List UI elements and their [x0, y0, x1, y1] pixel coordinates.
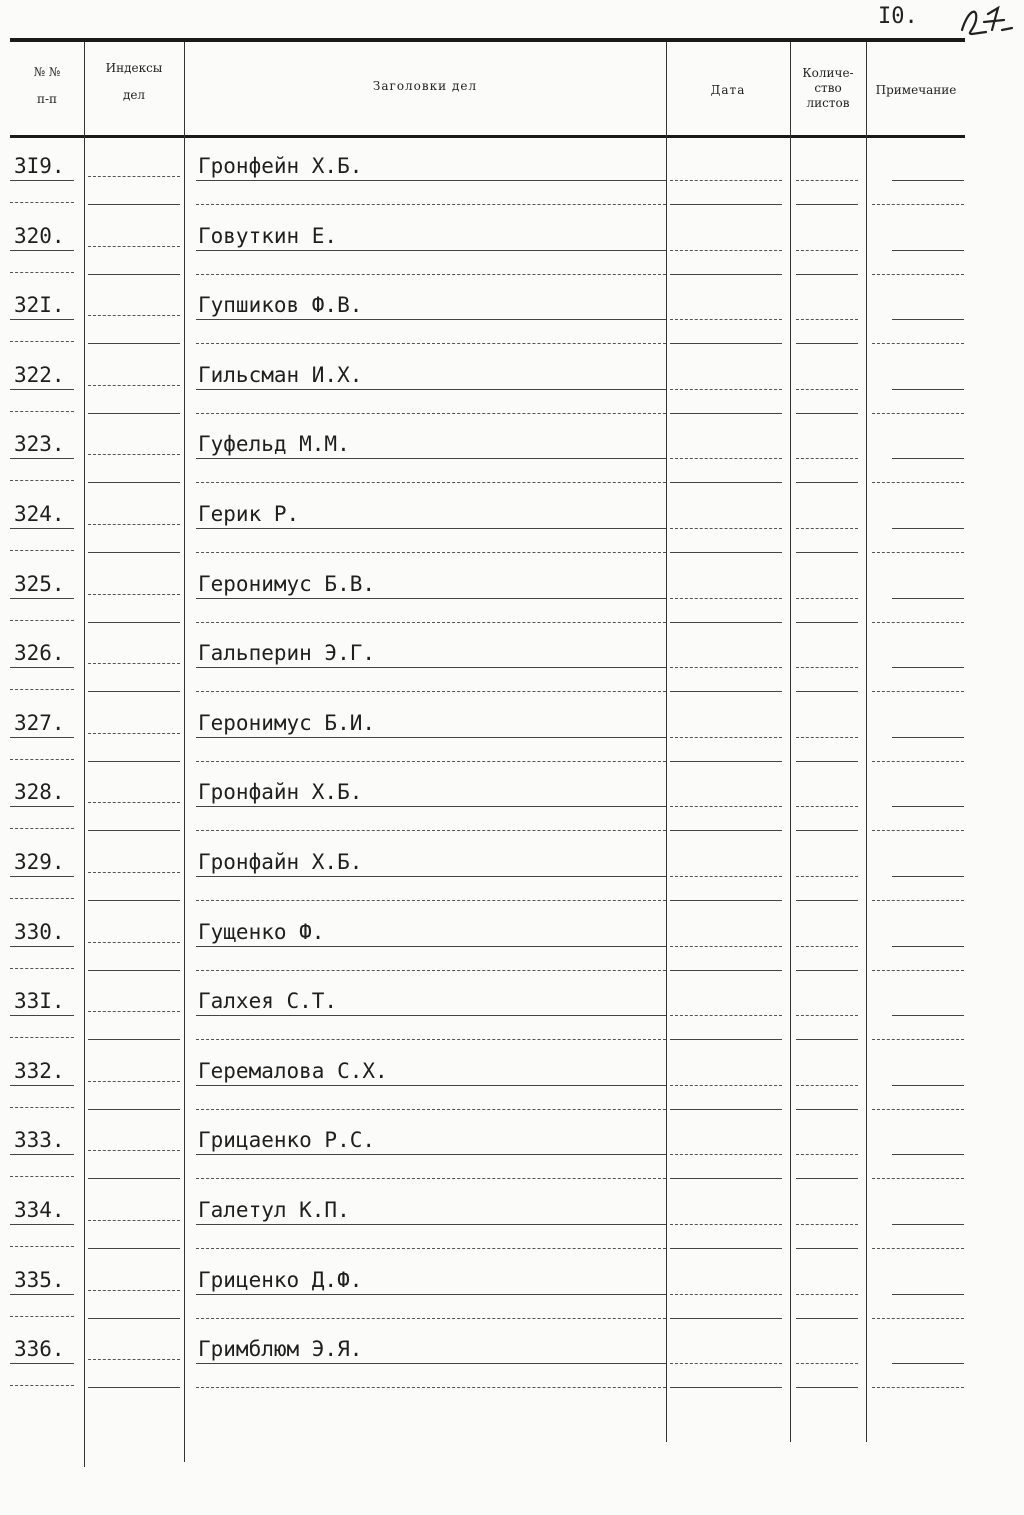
record-number: 329. — [14, 850, 65, 874]
ruling-line — [796, 970, 858, 971]
ruling-line — [796, 458, 858, 459]
ruling-line — [892, 528, 964, 529]
record-number: 335. — [14, 1268, 65, 1292]
ruling-line — [796, 1318, 858, 1319]
top-rule — [10, 38, 965, 42]
ruling-line — [872, 343, 964, 344]
ruling-line — [196, 667, 666, 668]
ruling-line — [196, 761, 666, 762]
ruling-line — [196, 413, 666, 414]
ruling-line — [88, 663, 180, 664]
ruling-line — [872, 1178, 964, 1179]
table-row — [10, 564, 965, 634]
ruling-line — [892, 319, 964, 320]
ruling-line — [88, 733, 180, 734]
ruling-line — [88, 454, 180, 455]
ruling-line — [196, 482, 666, 483]
ruling-line — [10, 528, 74, 529]
record-number: 322. — [14, 363, 65, 387]
record-title: Герик Р. — [198, 502, 300, 526]
ruling-line — [670, 1015, 782, 1016]
ruling-line — [10, 737, 74, 738]
record-number: 327. — [14, 711, 65, 735]
ruling-line — [872, 1248, 964, 1249]
ruling-line — [670, 691, 782, 692]
record-number: 332. — [14, 1059, 65, 1083]
ruling-line — [796, 806, 858, 807]
ruling-line — [670, 389, 782, 390]
ruling-line — [88, 1359, 180, 1360]
ruling-line — [88, 413, 180, 414]
record-number: 334. — [14, 1198, 65, 1222]
ruling-line — [10, 1107, 74, 1108]
ruling-line — [670, 343, 782, 344]
header-note: Примечание — [875, 83, 957, 97]
ruling-line — [196, 1294, 666, 1295]
ruling-line — [670, 1318, 782, 1319]
ruling-line — [88, 1109, 180, 1110]
header-sheets-line1: Количе- — [802, 66, 854, 80]
record-number: 336. — [14, 1337, 65, 1361]
header-sheets-line3: листов — [806, 96, 850, 110]
ruling-line — [796, 900, 858, 901]
ruling-line — [196, 389, 666, 390]
ruling-line — [88, 1318, 180, 1319]
record-title: Гриценко Д.Ф. — [198, 1268, 363, 1292]
header-sheets-line2: ство — [814, 81, 842, 95]
ruling-line — [10, 1015, 74, 1016]
ruling-line — [892, 946, 964, 947]
ruling-line — [10, 180, 74, 181]
page-number: I0. — [878, 4, 918, 29]
ruling-line — [872, 1039, 964, 1040]
ruling-line — [10, 1316, 74, 1317]
ruling-line — [670, 552, 782, 553]
ruling-line — [88, 761, 180, 762]
record-number: 32I. — [14, 293, 65, 317]
ruling-line — [196, 691, 666, 692]
ruling-line — [796, 1178, 858, 1179]
ruling-line — [796, 482, 858, 483]
ruling-line — [88, 176, 180, 177]
ruling-line — [88, 872, 180, 873]
ruling-line — [196, 1224, 666, 1225]
ruling-line — [670, 1224, 782, 1225]
ruling-line — [196, 319, 666, 320]
ruling-line — [10, 968, 74, 969]
ruling-line — [670, 1248, 782, 1249]
table-row — [10, 216, 965, 286]
record-title: Гильсман И.Х. — [198, 363, 363, 387]
table-row — [10, 1190, 965, 1260]
table-row — [10, 1329, 965, 1399]
ruling-line — [796, 598, 858, 599]
record-title: Гальперин Э.Г. — [198, 641, 376, 665]
ruling-line — [196, 876, 666, 877]
ruling-line — [670, 900, 782, 901]
ruling-line — [796, 1154, 858, 1155]
ruling-line — [872, 1318, 964, 1319]
header-number-line2: п-п — [36, 92, 58, 106]
ruling-line — [670, 319, 782, 320]
ruling-line — [88, 552, 180, 553]
ruling-line — [196, 1387, 666, 1388]
ruling-line — [10, 202, 74, 203]
ruling-line — [892, 1224, 964, 1225]
ruling-line — [10, 341, 74, 342]
ruling-line — [892, 1154, 964, 1155]
header-number-line1: № № — [33, 65, 61, 79]
ruling-line — [10, 1085, 74, 1086]
ruling-line — [88, 204, 180, 205]
record-title: Грицаенко Р.С. — [198, 1128, 376, 1152]
ruling-line — [196, 622, 666, 623]
ruling-line — [670, 598, 782, 599]
record-number: 333. — [14, 1128, 65, 1152]
ruling-line — [196, 204, 666, 205]
ruling-line — [796, 1294, 858, 1295]
ruling-line — [10, 272, 74, 273]
ruling-line — [796, 691, 858, 692]
ruling-line — [88, 830, 180, 831]
table-row — [10, 146, 965, 216]
ruling-line — [88, 594, 180, 595]
table-row — [10, 285, 965, 355]
ruling-line — [10, 620, 74, 621]
record-title: Гупшиков Ф.В. — [198, 293, 363, 317]
ruling-line — [892, 598, 964, 599]
ruling-line — [88, 1011, 180, 1012]
ruling-line — [88, 315, 180, 316]
ruling-line — [892, 250, 964, 251]
header-rule — [10, 135, 965, 138]
record-title: Гронфайн Х.Б. — [198, 780, 363, 804]
ruling-line — [796, 1085, 858, 1086]
ruling-line — [88, 1178, 180, 1179]
ruling-line — [670, 1154, 782, 1155]
ruling-line — [10, 1224, 74, 1225]
record-title: Гронфайн Х.Б. — [198, 850, 363, 874]
ruling-line — [796, 1363, 858, 1364]
ruling-line — [670, 1363, 782, 1364]
ruling-line — [10, 876, 74, 877]
ruling-line — [670, 1178, 782, 1179]
ruling-line — [196, 1248, 666, 1249]
ruling-line — [796, 204, 858, 205]
ruling-line — [88, 246, 180, 247]
ruling-line — [872, 970, 964, 971]
ruling-line — [10, 1037, 74, 1038]
ruling-line — [796, 1387, 858, 1388]
header-index-line2: дел — [122, 88, 146, 102]
record-title: Геремалова С.Х. — [198, 1059, 388, 1083]
ruling-line — [196, 1015, 666, 1016]
ruling-line — [892, 458, 964, 459]
table-row — [10, 842, 965, 912]
ruling-line — [872, 900, 964, 901]
ruling-line — [10, 806, 74, 807]
ruling-line — [196, 1109, 666, 1110]
ruling-line — [196, 946, 666, 947]
record-title: Говуткин Е. — [198, 224, 338, 248]
ruling-line — [196, 970, 666, 971]
header-number — [12, 64, 82, 108]
header-index — [86, 60, 182, 104]
header-date: Дата — [710, 83, 746, 97]
ruling-line — [670, 1039, 782, 1040]
ruling-line — [670, 250, 782, 251]
ruling-line — [88, 1081, 180, 1082]
ruling-line — [872, 1387, 964, 1388]
ruling-line — [796, 667, 858, 668]
ruling-line — [88, 970, 180, 971]
ruling-line — [670, 667, 782, 668]
ruling-line — [892, 389, 964, 390]
ruling-line — [796, 1224, 858, 1225]
table-row — [10, 633, 965, 703]
ruling-line — [10, 667, 74, 668]
ruling-line — [670, 876, 782, 877]
ruling-line — [196, 528, 666, 529]
ruling-line — [10, 1154, 74, 1155]
record-title: Гронфейн Х.Б. — [198, 154, 363, 178]
ruling-line — [88, 524, 180, 525]
ruling-line — [10, 389, 74, 390]
ruling-line — [88, 942, 180, 943]
ruling-line — [872, 622, 964, 623]
table-row — [10, 703, 965, 773]
ruling-line — [872, 1109, 964, 1110]
ruling-line — [796, 250, 858, 251]
ruling-line — [10, 1246, 74, 1247]
header-sheets — [792, 66, 864, 111]
ruling-line — [196, 552, 666, 553]
ruling-line — [892, 180, 964, 181]
table-row — [10, 1051, 965, 1121]
ruling-line — [872, 691, 964, 692]
ruling-line — [196, 250, 666, 251]
ruling-line — [88, 385, 180, 386]
ruling-line — [88, 622, 180, 623]
ruling-line — [892, 1363, 964, 1364]
ruling-line — [88, 343, 180, 344]
record-number: 324. — [14, 502, 65, 526]
table-row — [10, 912, 965, 982]
ruling-line — [670, 180, 782, 181]
ruling-line — [872, 204, 964, 205]
ruling-line — [796, 737, 858, 738]
record-number: 325. — [14, 572, 65, 596]
ruling-line — [796, 274, 858, 275]
ruling-line — [196, 1039, 666, 1040]
table-row — [10, 772, 965, 842]
ruling-line — [196, 180, 666, 181]
ruling-line — [796, 946, 858, 947]
ruling-line — [892, 806, 964, 807]
ruling-line — [872, 761, 964, 762]
ruling-line — [88, 802, 180, 803]
header-title: Заголовки дел — [372, 79, 478, 93]
ruling-line — [670, 737, 782, 738]
ruling-line — [196, 1178, 666, 1179]
ruling-line — [88, 1150, 180, 1151]
ruling-line — [796, 622, 858, 623]
ruling-line — [10, 828, 74, 829]
record-number: 326. — [14, 641, 65, 665]
ruling-line — [196, 343, 666, 344]
ruling-line — [872, 413, 964, 414]
ruling-line — [892, 667, 964, 668]
ruling-line — [892, 737, 964, 738]
record-title: Галхея С.Т. — [198, 989, 338, 1013]
ruling-line — [196, 1318, 666, 1319]
ruling-line — [670, 1109, 782, 1110]
ruling-line — [796, 876, 858, 877]
ruling-line — [670, 1085, 782, 1086]
record-number: 3I9. — [14, 154, 65, 178]
ruling-line — [10, 1363, 74, 1364]
ruling-line — [196, 737, 666, 738]
ruling-line — [10, 458, 74, 459]
record-title: Галетул К.П. — [198, 1198, 350, 1222]
ruling-line — [196, 1154, 666, 1155]
ruling-line — [670, 970, 782, 971]
ruling-line — [196, 900, 666, 901]
ruling-line — [892, 1294, 964, 1295]
ruling-line — [10, 319, 74, 320]
ruling-line — [88, 1248, 180, 1249]
ruling-line — [196, 830, 666, 831]
ruling-line — [88, 691, 180, 692]
ruling-line — [670, 1294, 782, 1295]
record-number: 330. — [14, 920, 65, 944]
record-title: Геронимус Б.И. — [198, 711, 376, 735]
ruling-line — [10, 946, 74, 947]
ruling-line — [670, 761, 782, 762]
table-row — [10, 424, 965, 494]
table-row — [10, 1260, 965, 1330]
record-number: 33I. — [14, 989, 65, 1013]
ruling-line — [10, 898, 74, 899]
ruling-line — [88, 1387, 180, 1388]
ruling-line — [892, 1015, 964, 1016]
ruling-line — [670, 458, 782, 459]
ruling-line — [796, 319, 858, 320]
ruling-line — [10, 1385, 74, 1386]
ruling-line — [670, 946, 782, 947]
ruling-line — [796, 1109, 858, 1110]
ruling-line — [796, 761, 858, 762]
ruling-line — [872, 274, 964, 275]
ruling-line — [796, 1039, 858, 1040]
ruling-line — [88, 1220, 180, 1221]
ruling-line — [10, 250, 74, 251]
ruling-line — [10, 598, 74, 599]
ruling-line — [670, 204, 782, 205]
ruling-line — [796, 413, 858, 414]
ruling-line — [796, 1015, 858, 1016]
ruling-line — [10, 411, 74, 412]
ruling-line — [196, 598, 666, 599]
ruling-line — [88, 1290, 180, 1291]
ruling-line — [670, 806, 782, 807]
ruling-line — [796, 343, 858, 344]
ruling-line — [796, 180, 858, 181]
ruling-line — [796, 830, 858, 831]
ruling-line — [196, 1363, 666, 1364]
ruling-line — [88, 482, 180, 483]
ruling-line — [670, 413, 782, 414]
ruling-line — [670, 622, 782, 623]
ruling-line — [670, 830, 782, 831]
ruling-line — [670, 274, 782, 275]
ruling-line — [872, 552, 964, 553]
ruling-line — [10, 1294, 74, 1295]
ruling-line — [892, 1085, 964, 1086]
ruling-line — [796, 552, 858, 553]
table-row — [10, 494, 965, 564]
ruling-line — [670, 1387, 782, 1388]
record-title: Геронимус Б.В. — [198, 572, 376, 596]
ruling-line — [10, 480, 74, 481]
record-number: 320. — [14, 224, 65, 248]
ruling-line — [796, 528, 858, 529]
ruling-line — [670, 528, 782, 529]
record-number: 328. — [14, 780, 65, 804]
ruling-line — [88, 1039, 180, 1040]
table-row — [10, 981, 965, 1051]
ruling-line — [872, 830, 964, 831]
record-title: Гуфельд М.М. — [198, 432, 350, 456]
ruling-line — [670, 482, 782, 483]
record-title: Гущенко Ф. — [198, 920, 325, 944]
handwritten-signature — [958, 0, 1014, 40]
ruling-line — [872, 482, 964, 483]
ruling-line — [796, 1248, 858, 1249]
ruling-line — [10, 689, 74, 690]
ruling-line — [196, 1085, 666, 1086]
ruling-line — [796, 389, 858, 390]
record-number: 323. — [14, 432, 65, 456]
table-row — [10, 1120, 965, 1190]
table-row — [10, 355, 965, 425]
ruling-line — [10, 1176, 74, 1177]
ruling-line — [88, 274, 180, 275]
ruling-line — [892, 876, 964, 877]
ruling-line — [10, 759, 74, 760]
ruling-line — [88, 900, 180, 901]
ruling-line — [196, 806, 666, 807]
ruling-line — [10, 550, 74, 551]
ruling-line — [196, 274, 666, 275]
record-title: Гримблюм Э.Я. — [198, 1337, 363, 1361]
header-index-line1: Индексы — [105, 61, 163, 75]
ruling-line — [196, 458, 666, 459]
